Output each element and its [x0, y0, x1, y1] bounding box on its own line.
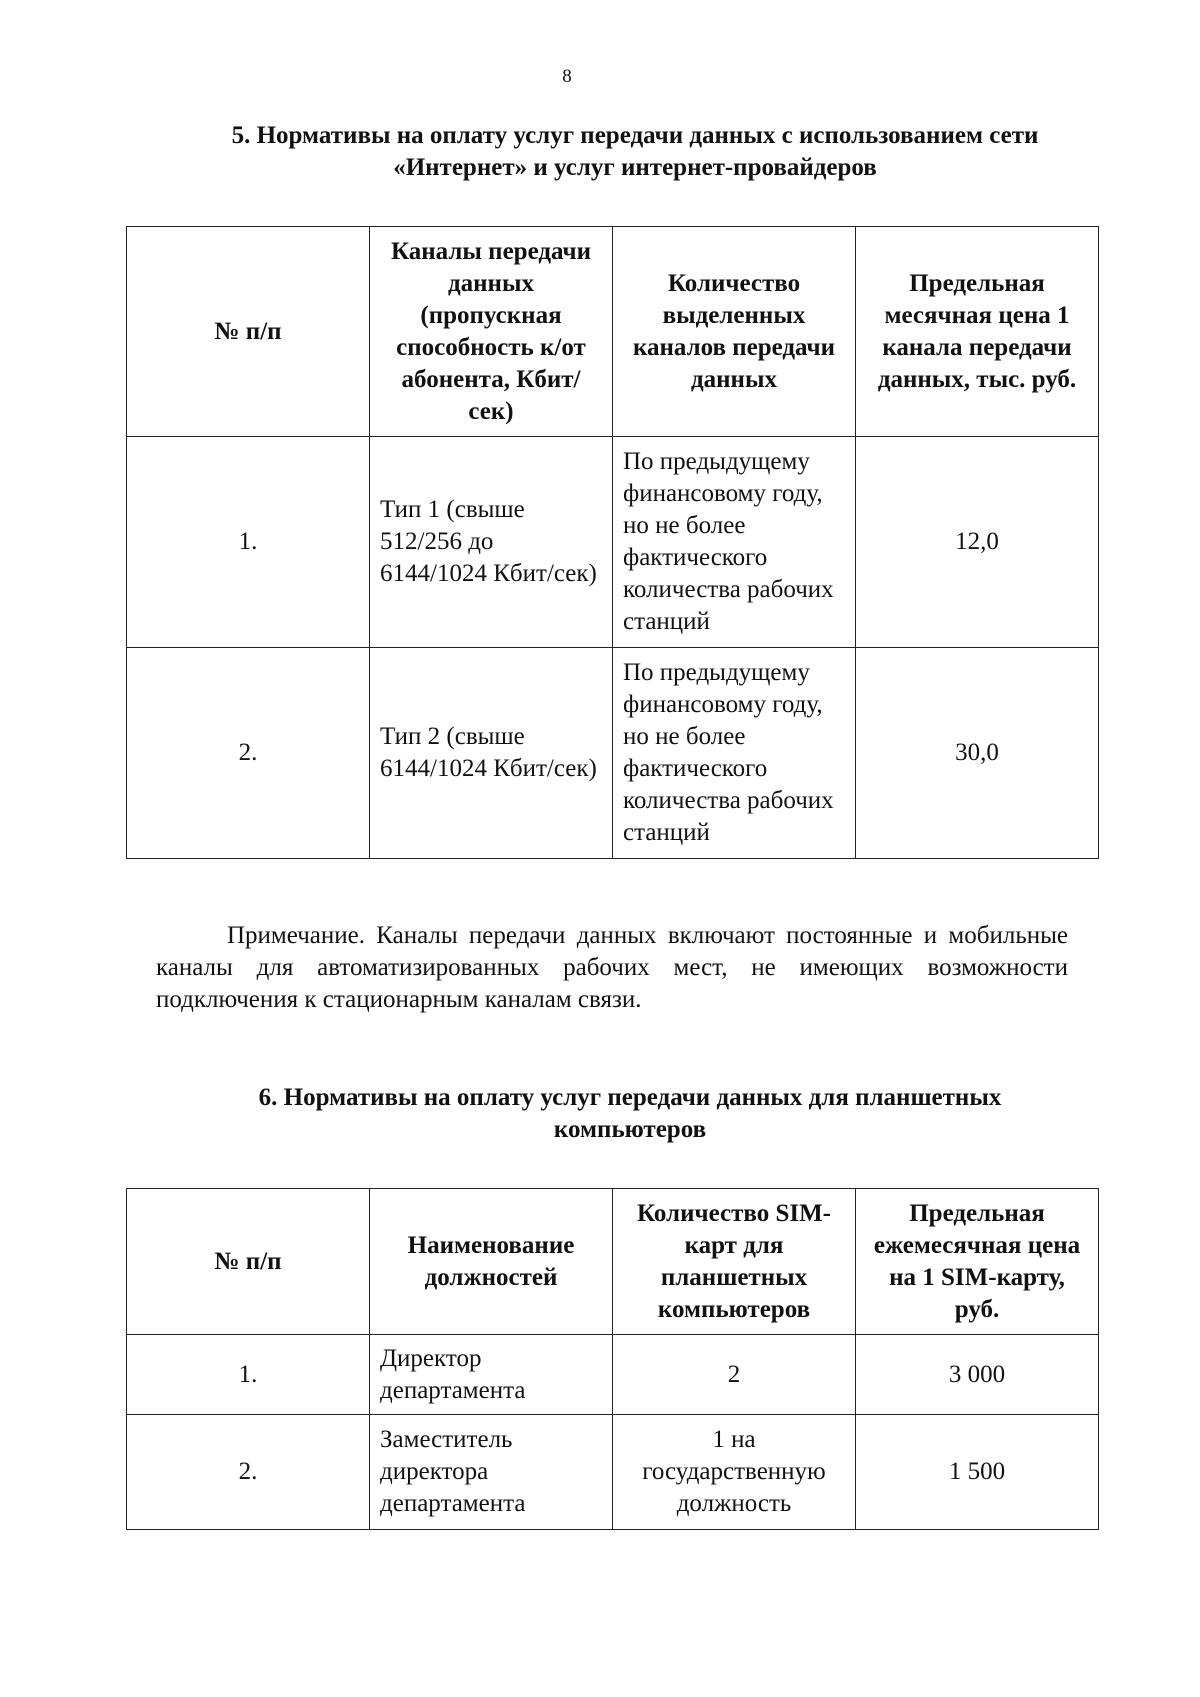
header-sim-count: Количество SIM-карт для планшетных компьютеров	[613, 1189, 856, 1335]
header-sim-price: Предельная ежемесячная цена на 1 SIM-карту, руб.	[856, 1189, 1099, 1335]
header-number: № п/п	[127, 1189, 370, 1335]
table-row	[127, 1415, 1099, 1530]
row-number: 1.	[127, 1335, 370, 1415]
table-row	[127, 648, 1099, 859]
header-price: Предельная месячная цена 1 канала передачи данных, тыс. руб.	[856, 227, 1099, 437]
data-channels-table	[126, 226, 1099, 859]
position-name: Директор департамента	[370, 1335, 613, 1415]
channel-type: Тип 2 (свыше 6144/1024 Кбит/сек)	[370, 648, 613, 859]
table-row	[127, 437, 1099, 648]
sim-count: 1 на государственную должность	[613, 1415, 856, 1530]
table-row	[127, 1335, 1099, 1415]
channel-type: Тип 1 (свыше 512/256 до 6144/1024 Кбит/сек)	[370, 437, 613, 648]
sim-price: 1 500	[856, 1415, 1099, 1530]
header-quantity: Количество выделенных каналов передачи данных	[613, 227, 856, 437]
row-number: 1.	[127, 437, 370, 648]
header-position: Наименование должностей	[370, 1189, 613, 1335]
channel-price: 30,0	[856, 648, 1099, 859]
channel-quantity: По предыдущему финансовому году, но не более фактического количества рабочих станций	[613, 437, 856, 648]
row-number: 2.	[127, 648, 370, 859]
note-paragraph: Примечание. Каналы передачи данных включают постоянные и мобильные каналы для автоматизированных рабочих мест, не имеющих возможности подключения к стационарным каналам связи.	[156, 922, 1068, 1013]
page-number: 8	[562, 66, 572, 87]
table-header-row	[127, 227, 1099, 437]
header-number: № п/п	[127, 227, 370, 437]
section-5-title: 5. Нормативы на оплату услуг передачи данных с использованием сети «Интернет» и услуг интернет-провайдеров	[231, 122, 1039, 181]
header-channel: Каналы передачи данных (пропускная способность к/от абонента, Кбит/сек)	[370, 227, 613, 437]
row-number: 2.	[127, 1415, 370, 1530]
section-6-title: 6. Нормативы на оплату услуг передачи данных для планшетных компьютеров	[258, 1084, 1002, 1143]
position-name: Заместитель директора департамента	[370, 1415, 613, 1530]
sim-count: 2	[613, 1335, 856, 1415]
sim-price: 3 000	[856, 1335, 1099, 1415]
channel-quantity: По предыдущему финансовому году, но не более фактического количества рабочих станций	[613, 648, 856, 859]
tablet-sim-table	[126, 1188, 1099, 1530]
table-header-row	[127, 1189, 1099, 1335]
channel-price: 12,0	[856, 437, 1099, 648]
